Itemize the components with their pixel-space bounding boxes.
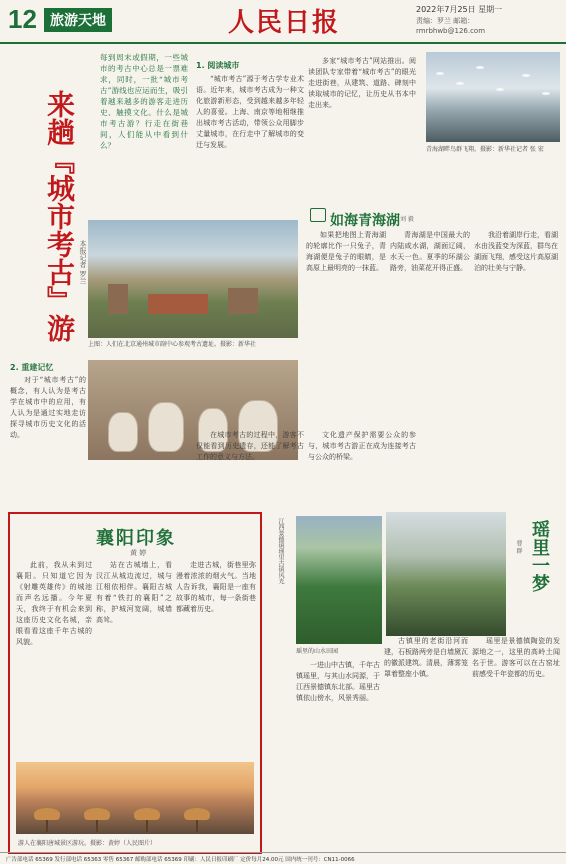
xiangyang-title: 襄阳印象 (96, 528, 176, 549)
yaoli-col-1 (296, 660, 380, 850)
yaoli-side-caption: 江西景德镇瑶里古镇风光 (277, 518, 284, 584)
xiangyang-col-2 (96, 560, 172, 760)
paragraph: 一进山中古镇，千年古镇瑶里，与其山水同源，于江西景德镇东北部。瑶里古镇依山傍水，风景秀丽。 (296, 661, 380, 702)
paragraph: 站在古城墙上，看汉江从城边流过，城与江相依相伴。襄阳古城有着“铁打的襄阳”之称，护城河宽阔，城墙高耸。 (96, 561, 172, 624)
paragraph: 瑶里是景德镇陶瓷的发源地之一，这里的高岭土闻名于世。游客可以在古窑址前感受千年瓷都的历史。 (472, 637, 560, 678)
paragraph: 我沿着湖岸行走，看湖水由浅蓝变为深蓝，群鸟在湖面飞翔，感受这片高原湖泊的壮美与宁静。 (474, 231, 558, 272)
photo-city-caption: 上图：人们在北京通州城市副中心参观考古遗址。摄影：新华社 (88, 341, 257, 348)
photo-yaoli-mountain (296, 516, 382, 644)
xiangyang-article (8, 512, 262, 854)
photo-gulls (426, 52, 560, 142)
article-icon (310, 208, 326, 222)
editor-email: rmrbhwb@126.com (416, 27, 486, 35)
paragraph: 如果把地图上青海湖的轮廓比作一只兔子，青海湖便是兔子的眼睛，是高原上最明亮的一抹蓝。 (306, 231, 386, 272)
paragraph: 多家“城市考古”网站推出。阅读团队专家带着“城市考古”的眼光走进街巷，从建筑、道路、碑刻中读取城市的记忆，让历史从书本中走出来。 (308, 57, 416, 109)
main-column-a (196, 56, 304, 242)
main-byline: 本报记者 罗兰 (79, 240, 87, 285)
yaoli-byline: 曹 群 (515, 540, 522, 554)
yaoli-title: 瑶里一梦 (529, 520, 550, 592)
photo-yaoli-village (386, 512, 506, 636)
yaoli-col-2 (384, 636, 468, 850)
subhead-1: 1. 阅读城市 (196, 61, 240, 70)
main-intro: 每到周末或假期，一些城市的考古中心总是一票难求，同时，一批“城市考古”游线也应运而生，吸引着越来越多的游客走进历史、触摸文化。什么是城市考古游？行走在街巷间，人们能从中看到什么？ (100, 53, 188, 150)
xiangyang-photo (16, 762, 254, 834)
xiangyang-byline: 黄 婷 (130, 549, 147, 557)
xiangyang-caption: 游人在襄阳唐城景区游玩。摄影：黄婷（人民图片） (18, 840, 157, 847)
main-column-c (10, 375, 86, 455)
paragraph: 文化遗产保护需要公众的参与，城市考古游正在成为连接考古与公众的桥梁。 (308, 431, 416, 461)
paragraph: 古镇里的老街沿河而建，石板路两旁是白墙黛瓦的徽派建筑。清晨，薄雾笼罩着整座小镇。 (384, 637, 468, 678)
qinghai-col-3 (474, 230, 558, 540)
page-number: 12 (8, 4, 37, 34)
page-header (0, 0, 566, 44)
masthead-logo: 人民日报 (228, 8, 341, 38)
paragraph: 此前，我从未到过襄阳。只知道它因为《射雕英雄传》的城池而声名远播。今年夏天，我终于有机会来到这座历史文化名城，亲眼看看这座千年古城的风貌。 (16, 561, 92, 646)
yaoli-col-3 (472, 636, 560, 850)
qinghai-title: 如海青海湖 (330, 213, 400, 229)
paragraph: 对于“城市考古”的概念，有人认为是考古学在城市中的应用，有人认为是通过实地走访探寻城市历史文化的活动。 (10, 376, 86, 439)
paragraph: 走进古城，街巷里弥漫着浓浓的烟火气。当地人告诉我，襄阳是一座有故事的城市，每一条街巷都藏着历史。 (176, 561, 256, 613)
photo-city-aerial (88, 220, 298, 338)
paragraph: 青海湖是中国最大的内陆咸水湖，湖面辽阔，水天一色。夏季的环湖公路旁，油菜花开得正盛。 (390, 231, 470, 272)
page-footer: 广告部电话 65369 发行部电话 65363 零售 65367 邮购部电话 65369 印刷：人民日报印刷厂 定价每月24.00元 国内统一刊号：CN11-0066 (0, 852, 566, 864)
xiangyang-col-3 (176, 560, 256, 760)
paragraph: “城市考古”源于考古学专业术语。近年来，城市考古成为一种文化旅游新形态，受到越来越多年轻人的喜爱。上海、南京等地相继推出城市考古活动，带领公众用脚步丈量城市，在行走中了解城市的变迁与发展。 (196, 75, 304, 149)
qinghai-col-1 (306, 230, 386, 540)
main-column-e (196, 430, 304, 510)
xiangyang-col-1 (16, 560, 92, 760)
subhead-2: 2. 重建记忆 (10, 363, 54, 372)
qinghai-byline: 刘 毅 (400, 216, 414, 223)
main-headline: 来趟『城市考古』游 (43, 90, 76, 342)
yaoli-photo-caption: 瑶里的山水田园 (296, 648, 339, 655)
editors-line: 责编：罗兰 邮箱： (416, 17, 475, 25)
section-label: 旅游天地 (44, 8, 112, 32)
paragraph: 在城市考古的过程中，游客不仅能看到历史遗存，还能了解考古工作的意义与方法。 (196, 431, 304, 461)
dateline: 2022年7月25日 星期一 (416, 5, 503, 14)
photo-gulls-caption: 青海湖畔鸟群飞翔。摄影：新华社记者 张 宏 (426, 146, 544, 153)
qinghai-col-2 (390, 230, 470, 540)
